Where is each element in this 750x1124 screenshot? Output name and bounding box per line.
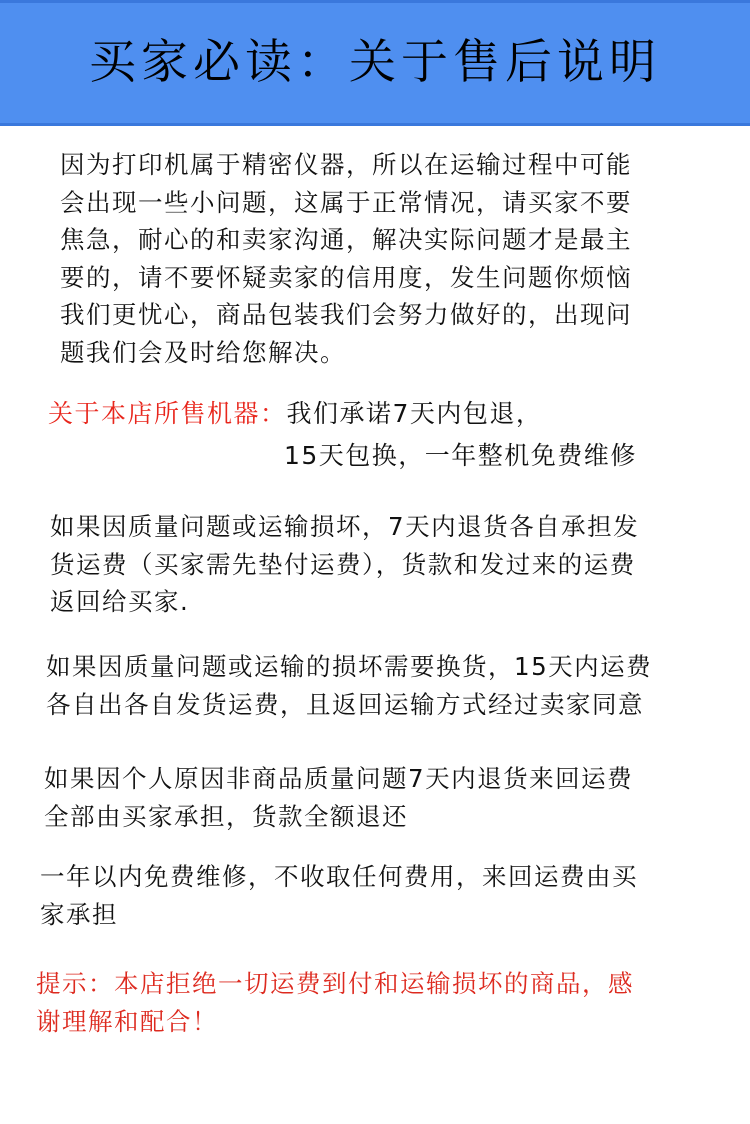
policy-damage-return: 如果因质量问题或运输损坏，7天内退货各自承担发 货运费（买家需先垫付运费），货款和发过来的运费 返回给买家.: [50, 512, 640, 616]
policy-personal-return: 如果因个人原因非商品质量问题7天内退货来回运费 全部由买家承担，货款全额退还: [44, 764, 634, 831]
page-title: 买家必读：关于售后说明: [89, 35, 661, 90]
intro-paragraph: 因为打印机属于精密仪器，所以在运输过程中可能 会出现一些小问题，这属于正常情况，请买家不要 焦急，耐心的和卖家沟通，解决实际问题才是最主 要的，请不要怀疑卖家的信用度，发生问题你烦恼 我们更忧心，商品包装我们会努力做好的，出现问 题我们会及时给您解决。: [60, 150, 632, 367]
guarantee-section: [48, 395, 728, 475]
notice-paragraph: 提示：本店拒绝一切运费到付和运输损坏的商品，感 谢理解和配合！: [36, 969, 634, 1036]
policy-damage-exchange: 如果因质量问题或运输的损坏需要换货，15天内运费 各自出各自发货运费，且返回运输方式经过卖家同意: [46, 652, 653, 719]
guarantee-line-1: 我们承诺7天内包退，: [286, 399, 543, 428]
guarantee-label: 关于本店所售机器：: [48, 399, 287, 428]
policy-repair: 一年以内免费维修，不收取任何费用，来回运费由买 家承担: [40, 862, 638, 929]
guarantee-line-2: 15天包换，一年整机免费维修: [284, 441, 637, 470]
